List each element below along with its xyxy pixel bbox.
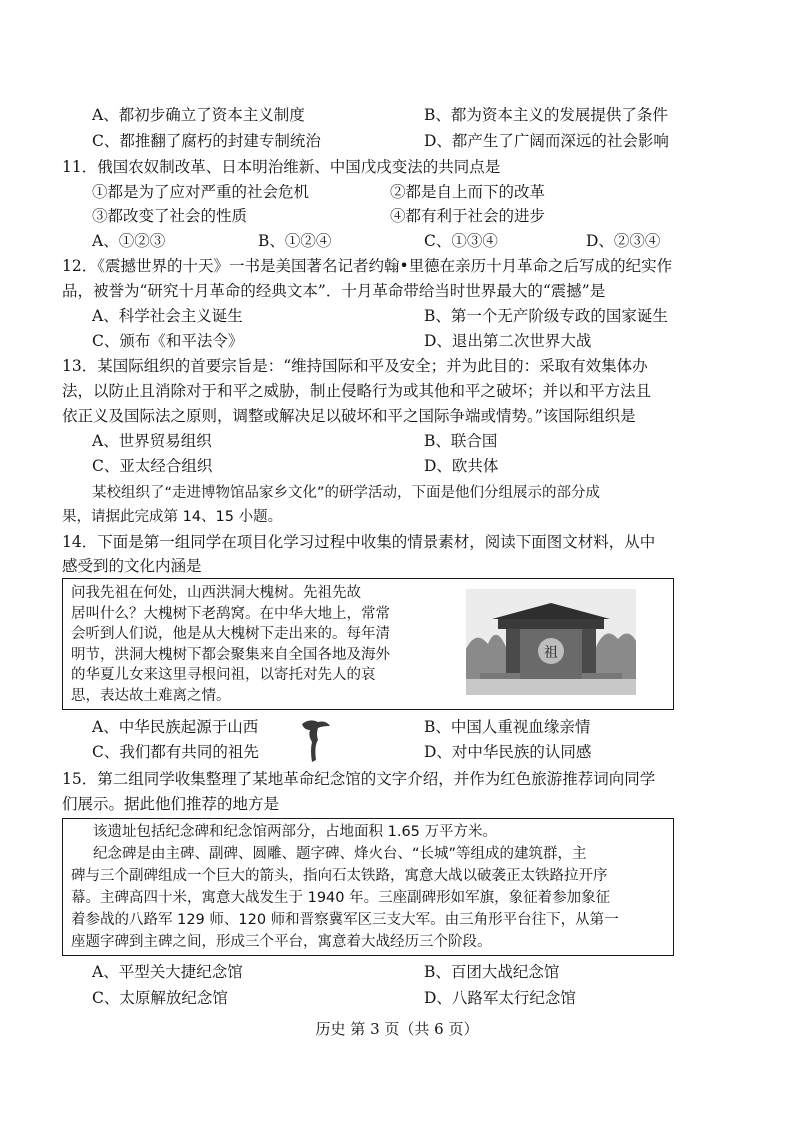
q14-material-line: 的华夏儿女来这里寻根问祖，以寄托对先人的哀 [71, 667, 376, 683]
q15-material-line: 着参战的八路军 129 师、120 师和晋察冀军区三支大军。由三角形平台往下，从第一 [71, 912, 619, 928]
q11-stem: 11．俄国农奴制改革、日本明治维新、中国戊戌变法的共同点是 [62, 158, 501, 176]
q14-stem-line2: 感受到的文化内涵是 [62, 557, 202, 575]
q14-stem-line1: 14．下面是第一组同学在项目化学习过程中收集的情景素材，阅读下面图文材料，从中 [62, 533, 656, 551]
q14-material-line: 思，表达故土难离之情。 [71, 687, 231, 704]
q13-option-d: D、欧共体 [424, 457, 499, 475]
q14-option-a: A、中华民族起源于山西 [92, 718, 259, 736]
q14-material-line: 问我先祖在何处，山西洪洞大槐树。先祖先故 [71, 585, 361, 601]
q12-option-d: D、退出第二次世界大战 [424, 332, 592, 350]
q14-material-line: 居叫什么？大槐树下老鸹窝。在中华大地上，常常 [71, 605, 390, 622]
q14-material-line: 明节，洪洞大槐树下都会聚集来自全国各地及海外 [71, 646, 390, 663]
q15-material-box [62, 818, 674, 956]
q13-stem-line2: 法，以防止且消除对于和平之威胁，制止侵略行为或其他和平之破坏；并以和平方法且 [62, 382, 652, 400]
q14-material-line: 会听到人们说，他是从大槐树下走出来的。每年清 [71, 626, 390, 642]
q11-option-c: C、①③④ [424, 232, 498, 250]
q11-item-2: ②都是自上而下的改革 [390, 183, 546, 201]
q13-option-a: A、世界贸易组织 [92, 432, 212, 450]
page-footer: 历史 第 3 页（共 6 页） [315, 1020, 479, 1038]
ancestral-gate-sign: 祖 [544, 645, 558, 661]
q11-item-3: ③都改变了社会的性质 [92, 207, 248, 225]
q13-option-b: B、联合国 [424, 432, 498, 450]
q12-option-c: C、颁布《和平法令》 [92, 332, 244, 350]
q12-stem-line1: 12．《震撼世界的十天》一书是美国著名记者约翰•里德在亲历十月革命之后写成的纪实作 [62, 257, 673, 275]
q15-option-d: D、八路军太行纪念馆 [424, 989, 576, 1007]
q14-option-d: D、对中华民族的认同感 [424, 743, 592, 761]
q15-option-a: A、平型关大捷纪念馆 [92, 963, 243, 981]
q15-material-line: 座题字碑到主碑之间，形成三个平台，寓意着大战经历三个阶段。 [71, 934, 492, 950]
research-intro-line1: 某校组织了“走进博物馆品家乡文化”的研学活动，下面是他们分组展示的部分成 [92, 485, 601, 501]
q15-stem-line1: 15．第二组同学收集整理了某地革命纪念馆的文字介绍，并作为红色旅游推荐词向同学 [62, 770, 656, 788]
q14-option-c: C、我们都有共同的祖先 [92, 743, 259, 761]
q10-option-b: B、都为资本主义的发展提供了条件 [424, 106, 668, 124]
q15-material-line: 幕。主碑高四十米，寓意大战发生于 1940 年。三座副碑形如军旗，象征着参加象征 [71, 890, 611, 906]
q15-material-line: 该遗址包括纪念碑和纪念馆两部分，占地面积 1.65 万平方米。 [93, 824, 498, 840]
q15-material-line: 纪念碑是由主碑、副碑、圆雕、题字碑、烽火台、“长城”等组成的建筑群，主 [93, 846, 587, 862]
q11-option-a: A、①②③ [92, 232, 166, 250]
research-intro-line2: 果，请据此完成第 14、15 小题。 [62, 509, 283, 525]
q11-option-b: B、①②④ [258, 232, 332, 250]
dancer-figure-icon [296, 716, 332, 764]
q10-option-a: A、都初步确立了资本主义制度 [92, 106, 305, 124]
q10-option-d: D、都产生了广阔而深远的社会影响 [424, 132, 669, 150]
q14-option-b: B、中国人重视血缘亲情 [424, 718, 591, 736]
q11-item-1: ①都是为了应对严重的社会危机 [92, 183, 310, 201]
q11-item-4: ④都有利于社会的进步 [390, 207, 546, 225]
q13-option-c: C、亚太经合组织 [92, 457, 213, 475]
q12-option-a: A、科学社会主义诞生 [92, 307, 243, 325]
q12-stem-line2: 品，被誉为“研究十月革命的经典文本”．十月革命带给当时世界最大的“震撼”是 [62, 282, 606, 300]
q13-stem-line1: 13．某国际组织的首要宗旨是：“维持国际和平及安全；并为此目的：采取有效集体办 [62, 357, 648, 375]
q15-option-b: B、百团大战纪念馆 [424, 963, 560, 981]
q15-stem-line2: 们展示。据此他们推荐的地方是 [62, 795, 280, 813]
ancestral-gate-photo [466, 589, 636, 695]
q10-option-c: C、都推翻了腐朽的封建专制统治 [92, 132, 321, 150]
q15-option-c: C、太原解放纪念馆 [92, 989, 228, 1007]
q13-stem-line3: 依正义及国际法之原则，调整或解决足以破坏和平之国际争端或情势。”该国际组织是 [62, 407, 636, 425]
q14-material-text [71, 583, 451, 706]
q11-option-d: D、②③④ [586, 232, 661, 250]
q12-option-b: B、第一个无产阶级专政的国家诞生 [424, 307, 668, 325]
q15-material-line: 碑与三个副碑组成一个巨大的箭头，指向石太铁路，寓意大战以破袭正太铁路拉开序 [71, 868, 608, 884]
q14-material-box [62, 578, 674, 710]
